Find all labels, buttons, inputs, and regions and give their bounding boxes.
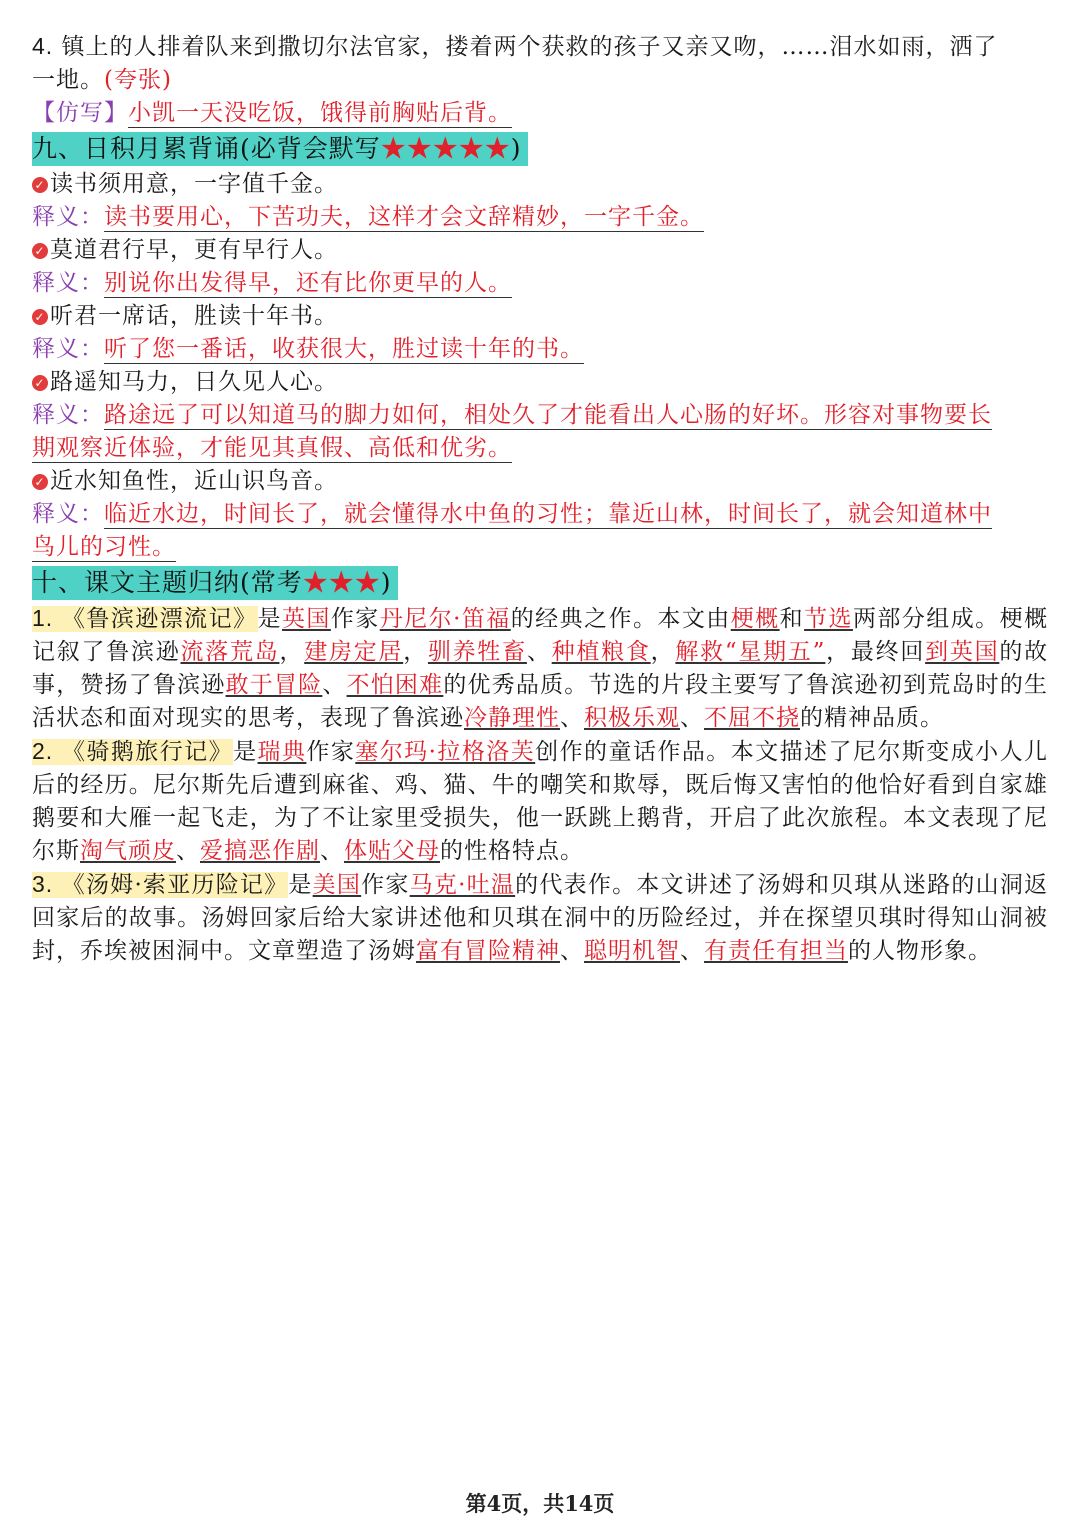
page-number-footer: 第4页，共14页 [465,1491,615,1516]
imitate-text: 小凯一天没吃饭，饿得前胸贴后背。 [128,100,512,126]
section-10-heading: 十、课文主题归纳(常考★★★) [32,564,1048,602]
explain-1: 释义：读书要用心，下苦功夫，这样才会文辞精妙，一字千金。 [32,204,704,230]
check-bullet-icon: ✓ [32,177,48,193]
explain-5: 释义：临近水边，时间长了，就会懂得水中鱼的习性；靠近山林，时间长了，就会知道林中 [32,501,992,527]
explain-4-cont: 期观察近体验，才能见其真假、高低和优劣。 [32,435,512,461]
imitate-line [32,97,1048,130]
saying-5: ✓ 近水知鱼性，近山识鸟音。 [32,465,1048,498]
check-bullet-icon: ✓ [32,243,48,259]
saying-4: ✓ 路遥知马力，日久见人心。 [32,366,1048,399]
rating-stars: ★★★ [302,568,381,597]
check-bullet-icon: ✓ [32,309,48,325]
rhetoric-tag: (夸张) [104,67,172,93]
explain-5-cont: 鸟儿的习性。 [32,534,176,560]
item-4-line2: 一地。(夸张) [32,67,172,93]
theme-paragraph-2: 2. 《骑鹅旅行记》是瑞典作家塞尔玛·拉格洛芙创作的童话作品。本文描述了尼尔斯变成小人儿后的经历。尼尔斯先后遭到麻雀、鸡、猫、牛的嘲笑和欺辱，既后悔又害怕的他恰好看到自家雄鹅要和大雁一起飞走，为了不让家里受损失，他一跃跳上鹅背，开启了此次旅程。本文表现了尼尔斯淘气顽皮、爱搞恶作剧、体贴父母的性格特点。 [32,738,1049,864]
saying-3: ✓ 听君一席话，胜读十年书。 [32,300,1048,333]
section-9-heading: 九、日积月累背诵(必背会默写★★★★★) [32,130,1048,168]
saying-1: ✓ 读书须用意，一字值千金。 [32,168,1048,201]
item-4-line1: 4. 镇上的人排着队来到撒切尔法官家，搂着两个获救的孩子又亲又吻，……泪水如雨，洒了 [32,33,998,60]
document-page [32,30,1048,968]
check-bullet-icon: ✓ [32,375,48,391]
explain-2: 释义：别说你出发得早，还有比你更早的人。 [32,270,512,296]
theme-paragraph-3: 3. 《汤姆·索亚历险记》是美国作家马克·吐温的代表作。本文讲述了汤姆和贝琪从迷路的山洞返回家后的故事。汤姆回家后给大家讲述他和贝琪在洞中的历险经过，并在探望贝琪时得知山洞被封，乔埃被困洞中。文章塑造了汤姆富有冒险精神、聪明机智、有责任有担当的人物形象。 [32,871,1049,964]
imitate-label: 【仿写】 [32,100,128,126]
theme-paragraph-1: 1. 《鲁滨逊漂流记》是英国作家丹尼尔·笛福的经典之作。本文由梗概和节选两部分组成。梗概记叙了鲁滨逊流落荒岛，建房定居，驯养牲畜、种植粮食，解救“星期五”，最终回到英国的故事，赞扬了鲁滨逊敢于冒险、不怕困难的优秀品质。节选的片段主要写了鲁滨逊初到荒岛时的生活状态和面对现实的思考，表现了鲁滨逊冷静理性、积极乐观、不屈不挠的精神品质。 [32,605,1049,731]
saying-2: ✓ 莫道君行早，更有早行人。 [32,234,1048,267]
check-bullet-icon: ✓ [32,474,48,490]
explain-4: 释义：路途远了可以知道马的脚力如何，相处久了才能看出人心肠的好坏。形容对事物要长 [32,402,992,428]
explain-3: 释义：听了您一番话，收获很大，胜过读十年的书。 [32,336,584,362]
rating-stars: ★★★★★ [380,134,511,163]
